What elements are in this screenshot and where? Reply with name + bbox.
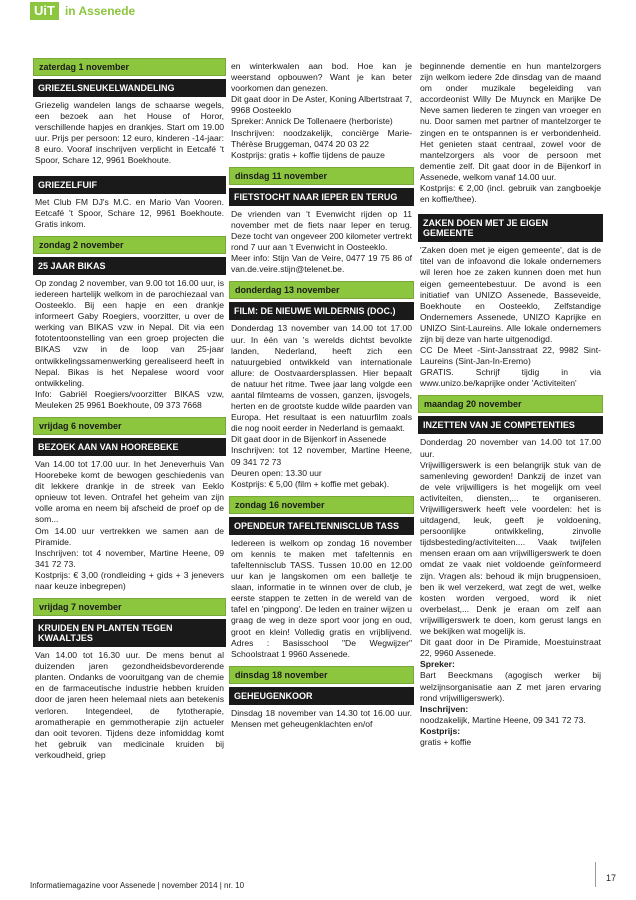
event-date: vrijdag 7 november	[33, 598, 226, 616]
event-paragraph: Vrijwilligerswerk is een belangrijk stuk van de samenleving geworden! Dankzij de inzet van de vele vrijwilligers is het mogelijk om veel activiteiten, diensten,... te organiseren. Vrijwilligerswerk heeft vele voordelen: het is uitdagend, leuk, geeft je voldoening, persoonlijke ontwikkeling, zinvolle tijdsbesteding/activiteiten.... Vaak twijfelen mensen eraan om aan vrijwilligerswerk te doen omdat ze vaak niet voldoende geïnformeerd zijn. Vragen als: behoud ik mijn brugpensioen, ben ik wel verzekerd, wat zegt de wet, welke kosten worden vergoed, word ik niet overbelast,... Denk je eraan om zelf aan vrijwilligerswerk te doen, kom gerust langs en we bekijken wat mogelijk is.	[420, 459, 601, 637]
event-title: FIETSTOCHT NAAR IEPER EN TERUG	[229, 188, 414, 206]
event-paragraph: Dit gaat door in De Aster, Koning Albertstraat 7, 9968 Oosteeklo	[231, 94, 412, 116]
event-paragraph: Op zondag 2 november, van 9.00 tot 16.00 uur, is iedereen hartelijk welkom in de parochiezaal van Oosteeklo. Bij een hapje en een drankje informeert Gaby Roegiers, voorzitter, u over de werking van BIKAS vzw in Nepal. Dit via een fototentoonstelling van een groep projecten die BIKAS vzw in de loop van 25-jaar ontwikkelingssamenwerking gerealiseerd heeft in Nepal. Bikas is het Nepalese woord voor ontwikkeling.	[35, 277, 224, 388]
event-title: 25 JAAR BIKAS	[33, 257, 226, 275]
event-date: maandag 20 november	[418, 395, 603, 413]
event-title: GRIEZELSNEUKELWANDELING	[33, 79, 226, 97]
column-3	[418, 58, 603, 754]
extra-label: Kostprijs:	[420, 725, 461, 736]
event-paragraph: De vrienden van 't Evenwicht rijden op 11 november met de fiets naar Ieper en terug. Deze tocht van ongeveer 200 kilometer vertrekt rond 7 uur aan 't Evenwicht in Oosteeklo.	[231, 208, 412, 253]
event-title: FILM: DE NIEUWE WILDERNIS (DOC.)	[229, 302, 414, 320]
event-paragraph: Met Club FM DJ's M.C. en Mario Van Vooren. Eetcafé 't Spoor, Schare 12, 9961 Boekhoute. Gratis inkom.	[35, 196, 224, 229]
event-date: zaterdag 1 november	[33, 58, 226, 76]
event-paragraph: Deuren open: 13.30 uur	[231, 467, 322, 478]
event-paragraph: en winterkwalen aan bod. Hoe kan je weerstand opbouwen? Want je kan beter voorkomen dan genezen.	[231, 61, 412, 94]
event-paragraph: Donderdag 20 november van 14.00 tot 17.00 uur.	[420, 437, 601, 459]
event-paragraph: Donderdag 13 november van 14.00 tot 17.00 uur. In één van 's werelds dichtst bevolkte landen, Nederland, heeft zich een natuurgebied ontwikkeld van internationale allure: de Oostvaardersplassen. Hier bepaalt de natuur het ritme. Twee jaar lang volgde een aantal filmteams de vossen, ganzen, ijsvogels, herten en de grootste kudde wilde paarden van Europa. Het resultaat is een natuurfilm zoals die nog nooit eerder in Nederland is gemaakt.	[231, 323, 412, 434]
event-paragraph: CC De Meet -Sint-Jansstraat 22, 9982 Sint-Laureins (Sint-Jan-In-Eremo)	[420, 345, 601, 367]
event-body	[418, 242, 603, 395]
event-paragraph: Inschrijven: tot 4 november, Martine Heene, 09 341 72 73.	[35, 547, 224, 569]
event-body	[33, 275, 226, 417]
event-date: zondag 16 november	[229, 496, 414, 514]
event-date: donderdag 13 november	[229, 281, 414, 299]
event-paragraph: Dit gaat door in De Piramide, Moestuinstraat 22, 9960 Assenede.	[420, 637, 601, 659]
extra-text: noodzakelijk, Martine Heene, 09 341 72 73.	[420, 714, 586, 725]
extra-label: Spreker:	[420, 659, 455, 670]
footer-divider	[595, 862, 596, 887]
magazine-header	[30, 0, 135, 22]
event-date: vrijdag 6 november	[33, 417, 226, 435]
event-date: dinsdag 18 november	[229, 666, 414, 684]
uit-logo: UiT	[30, 2, 59, 20]
event-date: dinsdag 11 november	[229, 167, 414, 185]
event-paragraph: Dit gaat door in de Bijenkorf in Assenede	[231, 434, 387, 445]
event-paragraph: Spreker: Annick De Tollenaere (herboriste)	[231, 116, 393, 127]
event-paragraph: Iedereen is welkom op zondag 16 november om kennis te maken met tafeltennis en tafeltennisclub TASS. Tussen 10.00 en 12.00 uur kan je langskomen om een balletje te slaan, informatie in te winnen over de club, je eerste stappen te zetten in de wereld van de tafel en 'pingpong'. De leden en trainer wijzen u graag de weg in deze sport voor jong en oud, groot en klein! Volledig gratis en vrijblijvend. Adres : Basisschool "De Wegwijzer" Schoolstraat 1 9960 Assenede.	[231, 537, 412, 659]
event-title: ZAKEN DOEN MET JE EIGEN GEMEENTE	[418, 214, 603, 242]
page-number: 17	[605, 873, 616, 883]
event-paragraph: Van 14.00 tot 16.30 uur. De mens benut al duizenden jaren gezondheidsbevorderende planten. Ondanks de vooruitgang van de chemie en de farmaceutische industrie hebben kruiden door de jaren heen helemaal niets aan betekenis verloren. Integendeel, de fytotherapie, aromatherapie en gemmotherapie zijn actueler dan ooit tevoren. Tijdens deze infomiddag komt het gebruik van medicinale kruiden bij verkoudheid, griep	[35, 650, 224, 760]
event-paragraph: 'Zaken doen met je eigen gemeente', dat is de titel van de infoavond die lokale ondernemers wil leren hoe ze zaken kunnen doen met hun eigen gemeentebestuur. De avond is een initiatief van UNIZO Assenede, Basseveide, Boekhoute en Oosteeklo, Zelfstandige Ondernemers Assenede, UNIZO Kaprijke en UNIZO Sint-Laureins. Alle lokale ondernemers zijn bij deze van harte uitgenodigd.	[420, 245, 601, 344]
event-body	[418, 434, 603, 754]
event-paragraph: Meer info: Stijn Van de Veire, 0477 19 75 86 of van.de.veire.stijn@telenet.be.	[231, 253, 412, 275]
event-body	[229, 206, 414, 282]
event-paragraph: Inschrijven: noodzakelijk, conciërge Marie-Thérèse Bruggeman, 0474 20 03 22	[231, 127, 412, 149]
event-paragraph: Om 14.00 uur vertrekken we samen aan de Piramide.	[35, 525, 224, 547]
event-body	[229, 320, 414, 495]
event-paragraph: Griezelig wandelen langs de schaarse wegels, een bezoek aan het House of Horor, verschillende hapjes en drankjes. Start om 19.00 uur. Prijs per persoon: 12 euro, kinderen -14-jaar: 8 euro. Vooraf inschrijven verplicht in Eetcafé 't Spoor, Schare 12, 9961 Boekhoute.	[35, 100, 224, 166]
event-title: INZETTEN VAN JE COMPETENTIES	[418, 416, 603, 434]
event-paragraph: Kostprijs: € 2,00 (incl. gebruik van zangboekje en koffie/thee).	[420, 183, 601, 205]
extra-text: gratis + koffie	[420, 736, 472, 747]
event-title: BEZOEK AAN VAN HOOREBEKE	[33, 438, 226, 456]
event-paragraph: Kostprijs: € 5,00 (film + koffie met gebak).	[231, 478, 390, 489]
event-body	[229, 58, 414, 167]
event-body	[418, 58, 603, 211]
column-2	[229, 58, 414, 736]
event-paragraph: Dinsdag 18 november van 14.30 tot 16.00 uur. Mensen met geheugenklachten en/of	[231, 707, 412, 729]
event-paragraph: Van 14.00 tot 17.00 uur. In het Jeneverhuis Van Hoorebeke komt de bewogen geschiedenis van dit lekkere drankje in de streek van Eeklo opnieuw tot leven. Ontrafel het geheim van zijn volle aroma en neem bij afscheid de proef op de som...	[35, 458, 224, 525]
event-paragraph: GRATIS. Schrijf tijdig in via www.unizo.be/kaprijke onder 'Activiteiten'	[420, 367, 601, 389]
event-title: OPENDEUR TAFELTENNISCLUB TASS	[229, 517, 414, 535]
event-body	[229, 705, 414, 736]
event-body	[33, 194, 226, 236]
event-paragraph: Inschrijven: tot 12 november, Martine Heene, 09 341 72 73	[231, 445, 412, 467]
header-location: in Assenede	[64, 4, 136, 18]
event-title: KRUIDEN EN PLANTEN TEGEN KWAALTJES	[33, 619, 226, 647]
event-body	[33, 456, 226, 598]
event-body	[229, 535, 414, 666]
event-title: GEHEUGENKOOR	[229, 687, 414, 705]
event-body	[33, 97, 226, 173]
extra-label: Inschrijven:	[420, 703, 469, 714]
event-title: GRIEZELFUIF	[33, 176, 226, 194]
event-paragraph: Kostprijs: € 3,00 (rondleiding + gids + 3 jenevers naar keuze inbegrepen)	[35, 569, 224, 591]
column-1	[33, 58, 226, 767]
footer-text: Informatiemagazine voor Assenede | november 2014 | nr. 10	[30, 881, 245, 890]
event-paragraph: Kostprijs: gratis + koffie tijdens de pauze	[231, 149, 385, 160]
event-body	[33, 647, 226, 767]
event-paragraph: beginnende dementie en hun mantelzorgers zijn welkom iedere 2de dinsdag van de maand om onder muzikale begeleiding van accordeonist Willy De Muynck en Marijke De Neve samen liederen te zingen van vroeger en nu. Door samen met partner of mantelzorger te zingen en te ontspannen is er verbondenheid. Het genieten staat centraal, zowel voor de mantelzorgers als voor de persoon met dementie zelf. Dit gaat door in de Bijenkorf in Assenede, welkom vanaf 14.00 uur.	[420, 61, 601, 182]
event-paragraph: Info: Gabriël Roegiers/voorzitter BIKAS vzw, Meuleken 25 9961 Boekhoute, 09 373 7668	[35, 388, 224, 410]
extra-text: Bart Beeckmans (agogisch werker bij welzijnsorganisatie aan Z met jaren ervaring rond vrijwilligerswerk).	[420, 670, 601, 703]
event-date: zondag 2 november	[33, 236, 226, 254]
